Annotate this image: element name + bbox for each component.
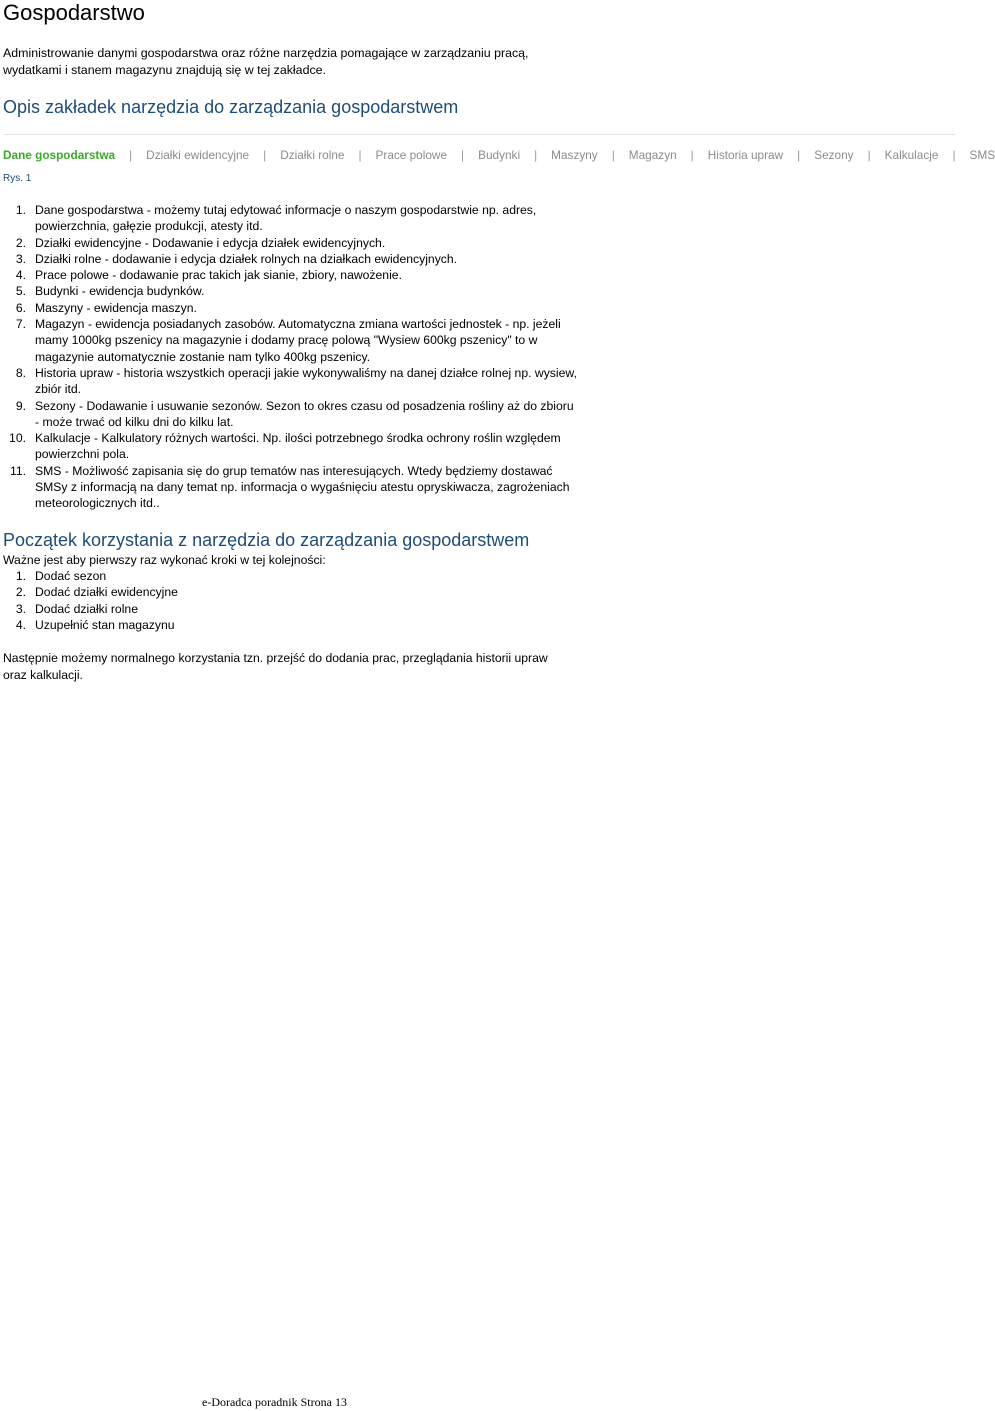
list-number: 1. (15, 203, 26, 217)
steps-intro: Ważne jest aby pierwszy raz wykonać kroki w tej kolejności: (3, 553, 326, 567)
list-text: Historia upraw - historia wszystkich operacji jakie wykonywaliśmy na danej działce rolnej np. wysiew, zbiór itd. (35, 365, 577, 397)
tab-magazyn[interactable]: Magazyn (628, 148, 677, 162)
list-item (0, 365, 580, 398)
tab-maszyny[interactable]: Maszyny (551, 148, 598, 162)
list-item (0, 584, 178, 600)
list-text: Działki rolne - dodawanie i edycja działek rolnych na działkach ewidencyjnych. (35, 251, 458, 266)
list-number: 8. (15, 365, 26, 380)
page-title: Gospodarstwo (3, 0, 145, 25)
tab-separator: | (358, 148, 362, 162)
list-item (0, 617, 178, 633)
tab-sezony[interactable]: Sezony (814, 148, 854, 162)
intro-paragraph: Administrowanie danymi gospodarstwa oraz różne narzędzia pomagające w zarządzaniu pracą, wydatkami i stanem magazynu znajdują się w tej zakładce. (3, 46, 529, 77)
list-number: 1. (15, 569, 26, 583)
list-number: 6. (15, 300, 26, 315)
list-number: 7. (15, 317, 26, 332)
tab-separator: | (129, 148, 133, 162)
list-number: 2. (15, 585, 26, 600)
list-text: Dane gospodarstwa - możemy tutaj edytować informacje o naszym gospodarstwie np. adres, powierzchnia, gałęzie produkcji, atesty itd. (35, 203, 537, 234)
tab-separator: | (263, 148, 267, 162)
figure-caption: Rys. 1 (3, 173, 32, 184)
list-item (0, 463, 580, 512)
list-text: SMS - Możliwość zapisania się do grup tematów nas interesujących. Wtedy będziemy dostawać SMSy z informacją na dany temat np. informacja o wygaśnięciu atestu opryskiwacza, zagrożeniach meteorologicznych itd.. (35, 463, 570, 511)
page-footer: e-Doradca poradnik Strona 13 (202, 1395, 347, 1409)
list-text: Uzupełnić stan magazynu (35, 617, 175, 632)
tab-separator: | (461, 148, 465, 162)
list-text: Magazyn - ewidencja posiadanych zasobów. Automatyczna zmiana wartości jednostek - np. jeżeli mamy 1000kg pszenicy na magazynie i dodamy pracę polową "Wysiew 600kg pszenicy" to w magazynie automatycznie zostanie nam tylko 400kg pszenicy. (35, 317, 561, 364)
list-item (0, 568, 178, 584)
tab-dzialki-rolne[interactable]: Działki rolne (280, 148, 345, 162)
list-number: 11. (9, 463, 26, 478)
list-number: 10. (9, 431, 26, 446)
list-item (0, 235, 580, 251)
list-item (0, 398, 580, 431)
tab-separator: | (534, 148, 538, 162)
list-text: Sezony - Dodawanie i usuwanie sezonów. Sezon to okres czasu od posadzenia rośliny aż do zbioru - może trwać od kilku dni do kilku lat. (35, 398, 574, 429)
list-text: Dodać sezon (35, 569, 107, 583)
list-item (0, 316, 580, 365)
list-item (0, 251, 580, 267)
tab-prace-polowe[interactable]: Prace polowe (375, 148, 448, 162)
tab-budynki[interactable]: Budynki (478, 148, 521, 162)
tabs-description-list (0, 202, 580, 512)
list-number: 2. (15, 235, 26, 250)
list-number: 5. (15, 284, 26, 299)
tab-separator: | (611, 148, 615, 162)
tab-dzialki-ewidencyjne[interactable]: Działki ewidencyjne (146, 148, 250, 162)
tab-sms[interactable]: SMS (969, 148, 995, 162)
section-heading-start: Początek korzystania z narzędzia do zarządzania gospodarstwem (3, 530, 530, 550)
tab-separator: | (867, 148, 871, 162)
list-text: Budynki - ewidencja budynków. (35, 284, 205, 299)
list-item (0, 267, 580, 283)
list-number: 3. (15, 601, 26, 616)
tab-separator: | (952, 148, 956, 162)
list-text: Prace polowe - dodawanie prac takich jak sianie, zbiory, nawożenie. (35, 268, 402, 283)
section-heading-tabs: Opis zakładek narzędzia do zarządzania gospodarstwem (3, 97, 459, 117)
tab-separator: | (690, 148, 694, 162)
list-text: Działki ewidencyjne - Dodawanie i edycja działek ewidencyjnych. (35, 235, 386, 250)
list-number: 3. (15, 251, 26, 266)
tab-kalkulacje[interactable]: Kalkulacje (884, 148, 939, 162)
tab-separator: | (797, 148, 801, 162)
tab-dane-gospodarstwa[interactable]: Dane gospodarstwa (3, 148, 116, 162)
list-number: 4. (15, 617, 26, 632)
tab-bar-screenshot (3, 134, 995, 175)
list-item (0, 283, 580, 299)
steps-list (0, 568, 178, 633)
tab-historia-upraw[interactable]: Historia upraw (707, 148, 784, 162)
list-number: 4. (15, 268, 26, 283)
list-number: 9. (15, 398, 26, 413)
list-item (0, 202, 580, 235)
list-text: Dodać działki rolne (35, 601, 138, 616)
list-item (0, 430, 580, 463)
list-text: Dodać działki ewidencyjne (35, 585, 178, 600)
outro-paragraph: Następnie możemy normalnego korzystania tzn. przejść do dodania prac, przeglądania historii upraw oraz kalkulacji. (3, 651, 548, 682)
list-text: Kalkulacje - Kalkulatory różnych wartości. Np. ilości potrzebnego środka ochrony roślin względem powierzchni pola. (35, 431, 561, 462)
list-item (0, 300, 580, 316)
list-text: Maszyny - ewidencja maszyn. (35, 300, 197, 315)
list-item (0, 601, 178, 617)
